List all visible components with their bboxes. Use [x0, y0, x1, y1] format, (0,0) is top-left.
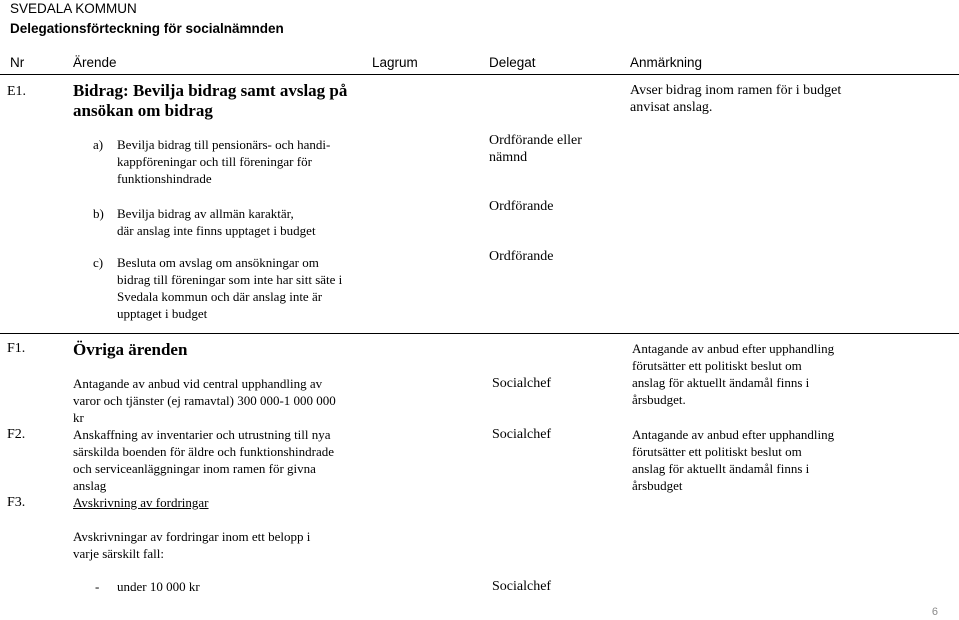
- section-title-e1-line1: Bidrag: Bevilja bidrag samt avslag på: [73, 81, 348, 100]
- row-number-f2: F2.: [7, 427, 26, 442]
- f1-line3: kr: [73, 410, 84, 425]
- f2-line2: särskilda boenden för äldre och funktionshindrade: [73, 444, 335, 459]
- page-number: 6: [931, 606, 938, 618]
- delegat-f2: Socialchef: [492, 427, 552, 442]
- remark-f2-line3: anslag för aktuellt ändamål finns i: [632, 461, 810, 476]
- delegat-f3: Socialchef: [492, 579, 552, 594]
- item-b-line1: Bevilja bidrag av allmän karaktär,: [117, 206, 294, 221]
- section-rule: [0, 333, 959, 334]
- row-number-e1: E1.: [7, 84, 27, 99]
- delegat-f1: Socialchef: [492, 376, 552, 391]
- f2-line3: och serviceanläggningar inom ramen för givna: [73, 461, 316, 476]
- f1-line2: varor och tjänster (ej ramavtal) 300 000-1 000 000: [73, 393, 336, 408]
- delegat-a-line2: nämnd: [489, 150, 528, 165]
- delegat-a-line1: Ordförande eller: [489, 133, 582, 148]
- item-c-line3: Svedala kommun och där anslag inte är: [117, 289, 323, 304]
- delegat-c: Ordförande: [489, 249, 554, 264]
- f3-line1: Avskrivningar av fordringar inom ett belopp i: [73, 529, 311, 544]
- document-title: Delegationsförteckning för socialnämnden: [10, 21, 284, 36]
- item-marker-a: a): [93, 137, 104, 152]
- header-rule: [0, 74, 959, 75]
- item-a-line1: Bevilja bidrag till pensionärs- och handi-: [117, 137, 331, 152]
- f2-line4: anslag: [73, 478, 107, 493]
- remark-f2-line1: Antagande av anbud efter upphandling: [632, 427, 835, 442]
- remark-f1-line3: anslag för aktuellt ändamål finns i: [632, 375, 810, 390]
- remark-f1-line4: årsbudget.: [632, 392, 686, 407]
- item-a-line2: kappföreningar och till föreningar för: [117, 154, 312, 169]
- remark-f1-line2: förutsätter ett politiskt beslut om: [632, 358, 802, 373]
- column-header-lagrum: Lagrum: [372, 55, 418, 70]
- section-title-f: Övriga ärenden: [73, 340, 188, 359]
- row-number-f3: F3.: [7, 495, 26, 510]
- row-number-f1: F1.: [7, 341, 26, 356]
- section-title-e1-line2: ansökan om bidrag: [73, 101, 213, 120]
- f3-list-item: under 10 000 kr: [117, 579, 200, 594]
- item-b-line2: där anslag inte finns upptaget i budget: [117, 223, 316, 238]
- column-header-nr: Nr: [10, 55, 25, 70]
- item-marker-c: c): [93, 255, 104, 270]
- item-a-line3: funktionshindrade: [117, 171, 212, 186]
- remark-e1-line1: Avser bidrag inom ramen för i budget: [630, 83, 842, 98]
- column-header-anmarkning: Anmärkning: [630, 55, 703, 70]
- f1-line1: Antagande av anbud vid central upphandling av: [73, 376, 323, 391]
- item-marker-b: b): [93, 206, 104, 221]
- remark-f1-line1: Antagande av anbud efter upphandling: [632, 341, 835, 356]
- f3-title: Avskrivning av fordringar: [73, 495, 209, 510]
- f3-list-dash: -: [95, 579, 100, 594]
- column-header-arende: Ärende: [73, 55, 117, 70]
- f2-line1: Anskaffning av inventarier och utrustning till nya: [73, 427, 331, 442]
- delegat-b: Ordförande: [489, 199, 554, 214]
- remark-f2-line2: förutsätter ett politiskt beslut om: [632, 444, 802, 459]
- org-name: SVEDALA KOMMUN: [10, 1, 137, 16]
- column-header-delegat: Delegat: [489, 55, 536, 70]
- item-c-line1: Besluta om avslag om ansökningar om: [117, 255, 319, 270]
- item-c-line2: bidrag till föreningar som inte har sitt säte i: [117, 272, 343, 287]
- item-c-line4: upptaget i budget: [117, 306, 208, 321]
- f3-line2: varje särskilt fall:: [73, 546, 164, 561]
- remark-e1-line2: anvisat anslag.: [630, 100, 713, 115]
- remark-f2-line4: årsbudget: [632, 478, 683, 493]
